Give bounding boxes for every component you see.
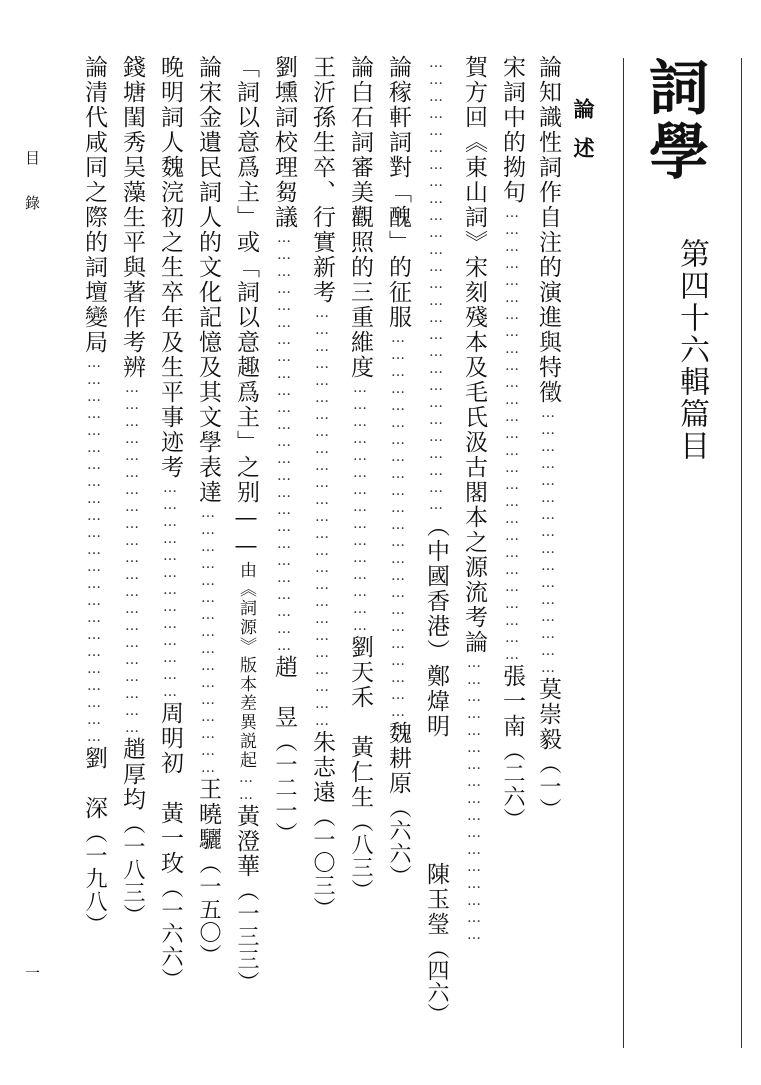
toc-entry-8[interactable] xyxy=(234,55,257,1045)
leader-dots: ………………………………………… xyxy=(540,405,556,677)
leader-dots: ………………………………… xyxy=(162,480,178,701)
entry-title: 論宋金遺民詞人的文化記憶及其文學表達 xyxy=(195,55,221,505)
leader-dots: ………………………………………………………………… xyxy=(314,305,330,730)
leader-dots: …………………………………………………………… xyxy=(390,330,406,721)
leader-dots: ……………………………………………………… xyxy=(124,380,140,737)
toc-entry-7[interactable] xyxy=(272,55,295,1045)
toc-entry-2[interactable] xyxy=(500,55,523,1045)
entry-page: （二六） xyxy=(500,739,525,831)
leader-dots: …………………………………………… xyxy=(466,655,482,944)
entry-page: （一八三） xyxy=(120,812,145,927)
entry-author: 張一南 xyxy=(499,664,525,739)
entry-title: 王沂孫生卒、行實新考 xyxy=(309,55,335,305)
entry-page: （一） xyxy=(536,752,561,821)
toc-entry-12[interactable] xyxy=(82,55,105,1045)
volume-title: 第四十六輯篇目 xyxy=(674,238,709,462)
entry-author: （中國香港）鄭煒明 xyxy=(423,514,449,739)
entry-author: 朱志遠 xyxy=(309,730,335,805)
entry-page: （一六六） xyxy=(158,876,183,991)
leader-dots: …………………………………………………………… xyxy=(86,355,102,746)
leader-dots: ……………………………………………………………………… xyxy=(504,205,520,664)
entry-title: 晚明詞人魏浣初之生卒年及生平事迹考 xyxy=(157,55,183,480)
entry-author: 王曉驪 xyxy=(195,777,221,852)
inner-rule xyxy=(623,58,624,1048)
entry-title: 論白石詞審美觀照的三重維度 xyxy=(347,55,373,380)
entry-title: 「詞以意爲主」或「詞以意趣爲主」之别—— xyxy=(233,55,259,561)
toc-entry-4[interactable] xyxy=(386,55,409,1045)
entry-page: （四六） xyxy=(424,937,449,1025)
entry-title: 錢塘閨秀吴藻生平與著作考辨 xyxy=(119,55,145,380)
journal-title: 詞學 xyxy=(639,56,709,184)
entry-author: 莫崇毅 xyxy=(535,677,561,752)
entry-page: （一二一） xyxy=(272,730,297,845)
toc-entry-3-coauthor xyxy=(424,862,447,1025)
entry-page: （一〇三） xyxy=(310,805,335,920)
toc-entry-3[interactable] xyxy=(462,55,485,1045)
entry-subtitle: 由《詞源》版本差異説起 xyxy=(236,561,256,770)
toc-entry-5[interactable] xyxy=(348,55,371,1045)
leader-dots: ………………………………………… xyxy=(200,505,216,777)
entry-author: 趙厚均 xyxy=(119,737,145,812)
entry-page: （一九八） xyxy=(82,821,107,936)
page-number: 一 xyxy=(23,965,41,980)
entry-title: 宋詞中的拗句 xyxy=(499,55,525,205)
toc-entry-6[interactable] xyxy=(310,55,333,1045)
entry-author: 趙 昱 xyxy=(271,655,297,730)
entry-title: 賀方回《東山詞》宋刻殘本及毛氏汲古閣本之源流考論 xyxy=(461,55,487,655)
entry-title: 論清代咸同之際的詞壇變局 xyxy=(81,55,107,355)
entry-title: 劉壎詞校理芻議 xyxy=(271,55,297,230)
entry-author: 劉天禾 黃仁生 xyxy=(347,635,373,810)
section-heading: 論述 xyxy=(571,98,596,176)
toc-entry-11[interactable] xyxy=(120,55,143,1045)
entry-author: 黃澄華 xyxy=(233,804,259,879)
entry-title: 論知識性詞作自注的演進與特徵 xyxy=(535,55,561,405)
outer-rule-right xyxy=(741,58,742,1048)
entry-page: （一三三） xyxy=(234,879,259,994)
leader-dots: …… xyxy=(238,770,254,804)
toc-entry-9[interactable] xyxy=(196,55,219,1045)
entry-page: （一五〇） xyxy=(196,852,221,967)
margin-label: 目錄 xyxy=(23,150,41,240)
entry-page: （六六） xyxy=(386,796,411,888)
entry-page: （八三） xyxy=(348,810,373,902)
entry-title: 論稼軒詞對「醜」的征服 xyxy=(385,55,411,330)
entry-author: 周明初 黃一玫 xyxy=(157,701,183,876)
entry-author: 陳玉瑩 xyxy=(423,862,449,937)
leader-dots: ……………………………………… xyxy=(352,380,368,635)
toc-entry-1[interactable] xyxy=(536,55,559,1045)
leader-dots: ……………………………………………………………………… xyxy=(428,55,444,514)
toc-entry-10[interactable] xyxy=(158,55,181,1045)
entry-author: 劉 深 xyxy=(81,746,107,821)
leader-dots: ………………………………………………………………… xyxy=(276,230,292,655)
entry-author: 魏耕原 xyxy=(385,721,411,796)
